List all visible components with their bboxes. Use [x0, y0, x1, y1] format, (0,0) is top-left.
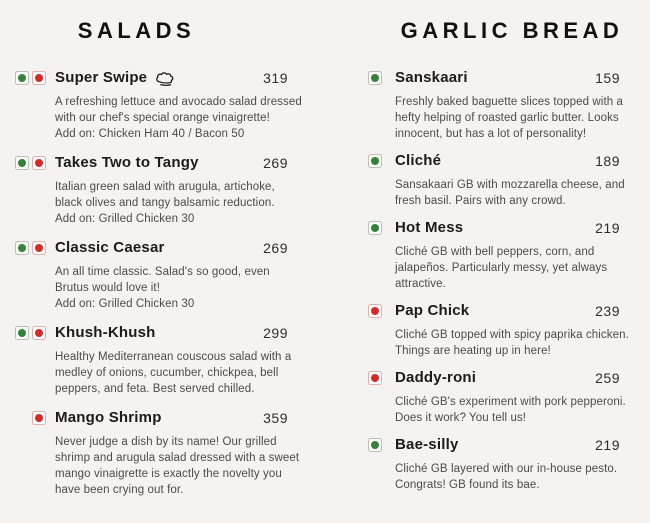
- item-header-row: [368, 435, 620, 455]
- menu-item-cliche: [368, 151, 625, 209]
- item-header-row: [15, 238, 288, 258]
- menu-item-takes-two-to-tangy: [15, 153, 288, 227]
- item-description: Freshly baked baguette slices topped with a hefty helping of roasted garlic butter. Looks innocent, but has a lot of personality!: [395, 96, 624, 140]
- food-type-indicators: [368, 221, 382, 235]
- menu-item-bae-silly: [368, 435, 620, 493]
- menu-item-pap-chick: [368, 301, 629, 359]
- item-name: Classic Caesar: [55, 239, 165, 256]
- item-header-row: [15, 153, 288, 173]
- item-price: 189: [595, 153, 620, 169]
- item-header-row: [368, 151, 620, 171]
- item-price: 269: [263, 155, 288, 171]
- menu-item-classic-caesar: [15, 238, 288, 312]
- item-name: Sanskaari: [395, 69, 468, 86]
- menu-item-sanskaari: [368, 68, 624, 142]
- item-price: 159: [595, 70, 620, 86]
- menu-item-daddy-roni: [368, 368, 626, 426]
- item-price: 359: [263, 410, 288, 426]
- item-description: A refreshing lettuce and avocado salad dressed with our chef's special orange vinaigrette!: [55, 96, 302, 124]
- item-addon: Add on: Grilled Chicken 30: [55, 298, 195, 310]
- item-description: Sansakaari GB with mozzarella cheese, and fresh basil. Pairs with any crowd.: [395, 179, 625, 207]
- food-type-indicators: [368, 304, 382, 318]
- item-name: Pap Chick: [395, 302, 470, 319]
- food-type-indicators: [368, 371, 382, 385]
- section-title-salads: SALADS: [77, 18, 196, 43]
- item-description: Cliché GB with bell peppers, corn, and jalapeños. Particularly messy, yet always attractive.: [395, 246, 608, 290]
- item-name: Cliché: [395, 152, 442, 169]
- item-name: Super Swipe: [55, 69, 148, 86]
- item-header-row: [15, 323, 288, 343]
- item-description: An all time classic. Salad's so good, even Brutus would love it!: [55, 266, 270, 294]
- item-header-row: [368, 368, 620, 388]
- non-veg-indicator-icon: [32, 241, 46, 255]
- food-type-indicators: [368, 438, 382, 452]
- food-type-indicators: [15, 326, 46, 340]
- item-price: 299: [263, 325, 288, 341]
- item-name: Khush-Khush: [55, 324, 156, 341]
- non-veg-indicator-icon: [32, 156, 46, 170]
- food-type-indicators: [15, 411, 46, 425]
- veg-indicator-icon: [368, 438, 382, 452]
- item-header-row: [368, 301, 620, 321]
- food-type-indicators: [15, 156, 46, 170]
- item-price: 219: [595, 220, 620, 236]
- veg-indicator-icon: [15, 326, 29, 340]
- chef-hat-icon: [154, 70, 177, 88]
- item-header-row: [368, 68, 620, 88]
- item-description: Cliché GB layered with our in-house pesto. Congrats! GB found its bae.: [395, 463, 618, 491]
- veg-indicator-icon: [368, 221, 382, 235]
- veg-indicator-icon: [15, 71, 29, 85]
- item-header-row: [368, 218, 620, 238]
- item-name: Mango Shrimp: [55, 409, 162, 426]
- item-description: Healthy Mediterranean couscous salad with a medley of onions, cucumber, chickpea, bell peppers, and feta. Best served chilled.: [55, 351, 292, 395]
- non-veg-indicator-icon: [368, 371, 382, 385]
- veg-indicator-icon: [368, 154, 382, 168]
- menu-item-khush-khush: [15, 323, 292, 397]
- menu-item-hot-mess: [368, 218, 620, 292]
- item-name: Takes Two to Tangy: [55, 154, 199, 171]
- item-description: Never judge a dish by its name! Our grilled shrimp and arugula salad dressed with a sweet mango vinaigrette is exactly the novelty you have been crying out for.: [55, 436, 300, 496]
- menu-item-super-swipe: [15, 68, 302, 142]
- item-description: Italian green salad with arugula, artichoke, black olives and tangy balsamic reduction.: [55, 181, 275, 209]
- item-price: 269: [263, 240, 288, 256]
- non-veg-indicator-icon: [32, 411, 46, 425]
- veg-indicator-icon: [15, 241, 29, 255]
- item-price: 219: [595, 437, 620, 453]
- item-description: Cliché GB topped with spicy paprika chicken. Things are heating up in here!: [395, 329, 629, 357]
- item-header-row: [15, 408, 288, 428]
- veg-indicator-icon: [368, 71, 382, 85]
- non-veg-indicator-icon: [32, 326, 46, 340]
- item-addon: Add on: Chicken Ham 40 / Bacon 50: [55, 128, 245, 140]
- food-type-indicators: [368, 154, 382, 168]
- item-addon: Add on: Grilled Chicken 30: [55, 213, 195, 225]
- item-price: 259: [595, 370, 620, 386]
- item-header-row: [15, 68, 288, 88]
- item-description: Cliché GB's experiment with pork pepperoni. Does it work? You tell us!: [395, 396, 626, 424]
- item-name: Hot Mess: [395, 219, 464, 236]
- non-veg-indicator-icon: [368, 304, 382, 318]
- item-name: Bae-silly: [395, 436, 459, 453]
- item-price: 319: [263, 70, 288, 86]
- item-price: 239: [595, 303, 620, 319]
- food-type-indicators: [15, 241, 46, 255]
- veg-indicator-icon: [15, 156, 29, 170]
- section-title-garlic-bread: GARLIC BREAD: [400, 18, 624, 43]
- food-type-indicators: [368, 71, 382, 85]
- garlic-bread-column: [325, 0, 650, 523]
- non-veg-indicator-icon: [32, 71, 46, 85]
- item-name: Daddy-roni: [395, 369, 477, 386]
- food-type-indicators: [15, 71, 46, 85]
- menu-item-mango-shrimp: [15, 408, 300, 498]
